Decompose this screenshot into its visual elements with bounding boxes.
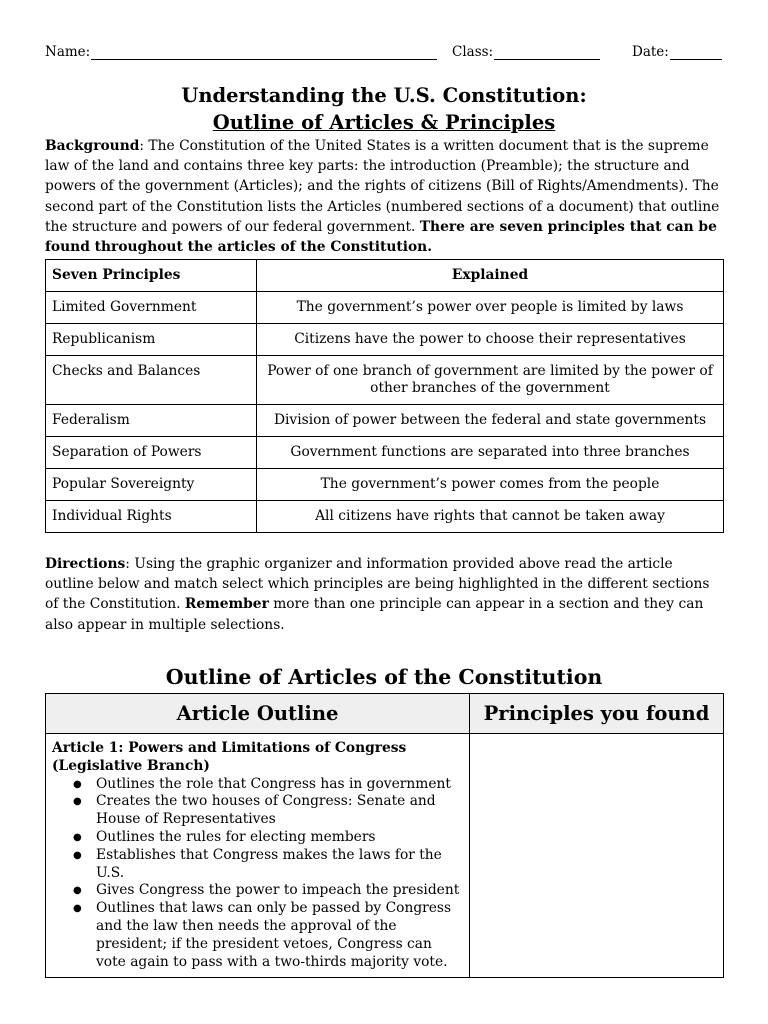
table-row (46, 292, 724, 324)
principle-explanation: Citizens have the power to choose their representatives (257, 324, 724, 356)
class-label: Class: (452, 44, 494, 60)
list-item: ● Creates the two houses of Congress: Senate and House of Representatives (96, 793, 463, 829)
name-blank[interactable] (91, 45, 437, 60)
principle-explanation: The government’s power over people is limited by laws (257, 292, 724, 324)
principle-explanation: Division of power between the federal and state governments (257, 405, 724, 437)
article-1-cell (46, 734, 470, 978)
table-row (46, 405, 724, 437)
date-field[interactable] (632, 44, 722, 60)
principle-explanation: Power of one branch of government are limited by the power of other branches of the government (257, 356, 724, 405)
principle-explanation: Government functions are separated into three branches (257, 437, 724, 469)
remember-label: Remember (184, 596, 269, 613)
background-paragraph (45, 136, 725, 257)
directions-text: : Using the graphic organizer and information provided above read the article outline below and match select which principles are being highlighted in the different sections of the Constitution. (45, 556, 710, 613)
outline-header-row (46, 694, 724, 734)
principle-name: Republicanism (46, 324, 257, 356)
article-1-heading: Article 1: Powers and Limitations of Congress (Legislative Branch) (52, 740, 407, 774)
principle-name: Individual Rights (46, 501, 257, 533)
principles-header-row (46, 260, 724, 292)
background-bold-text: There are seven principles that can be found throughout the articles of the Constitution. (45, 218, 717, 256)
list-item: ● Outlines the role that Congress has in government (96, 776, 463, 794)
article-1-bullets (52, 776, 463, 972)
table-row (46, 356, 724, 405)
principle-name: Limited Government (46, 292, 257, 324)
list-item: ● Establishes that Congress makes the laws for the U.S. (96, 847, 463, 883)
principles-header-principle: Seven Principles (46, 260, 257, 292)
class-field[interactable] (452, 44, 600, 60)
principle-name: Separation of Powers (46, 437, 257, 469)
date-blank[interactable] (670, 45, 722, 60)
date-label: Date: (632, 44, 669, 60)
directions-paragraph (45, 554, 725, 635)
class-blank[interactable] (494, 45, 600, 60)
table-row (46, 501, 724, 533)
directions-label: Directions (45, 556, 126, 572)
table-row (46, 734, 724, 978)
page-title: Understanding the U.S. Constitution: (181, 84, 587, 107)
principle-explanation: The government’s power comes from the people (257, 469, 724, 501)
background-label: Background (45, 138, 140, 154)
list-item: ● Gives Congress the power to impeach the president (96, 882, 463, 900)
background-text: : The Constitution of the United States is a written document that is the supreme law of the land and contains three key parts: the introduction (Preamble); the structure and powers of the government (Articles); and the rights of citizens (Bill of Rights/Amendments). The second part of the Constitution lists the Articles (numbered sections of a document) that outline the structure and powers of our federal government. (45, 138, 720, 235)
outline-table (45, 693, 724, 978)
table-row (46, 437, 724, 469)
directions-text-continued: more than one principle can appear in a section and they can also appear in multiple selections. (45, 596, 704, 633)
name-field[interactable] (45, 44, 437, 60)
principle-name: Federalism (46, 405, 257, 437)
name-label: Name: (45, 44, 91, 60)
principles-found-header: Principles you found (470, 694, 724, 734)
principle-explanation: All citizens have rights that cannot be taken away (257, 501, 724, 533)
table-row (46, 324, 724, 356)
article-outline-header: Article Outline (46, 694, 470, 734)
principles-header-explained: Explained (257, 260, 724, 292)
principles-table (45, 259, 724, 533)
principle-name: Popular Sovereignty (46, 469, 257, 501)
list-item: ● Outlines the rules for electing members (96, 829, 463, 847)
list-item: ● Outlines that laws can only be passed by Congress and the law then needs the approval of the president; if the president vetoes, Congress can vote again to pass with a two-thirds majority vote. (96, 900, 463, 971)
principle-name: Checks and Balances (46, 356, 257, 405)
article-1-principles-answer[interactable] (470, 734, 724, 978)
page-subtitle: Outline of Articles & Principles (212, 111, 556, 134)
outline-title: Outline of Articles of the Constitution (165, 665, 603, 689)
table-row (46, 469, 724, 501)
